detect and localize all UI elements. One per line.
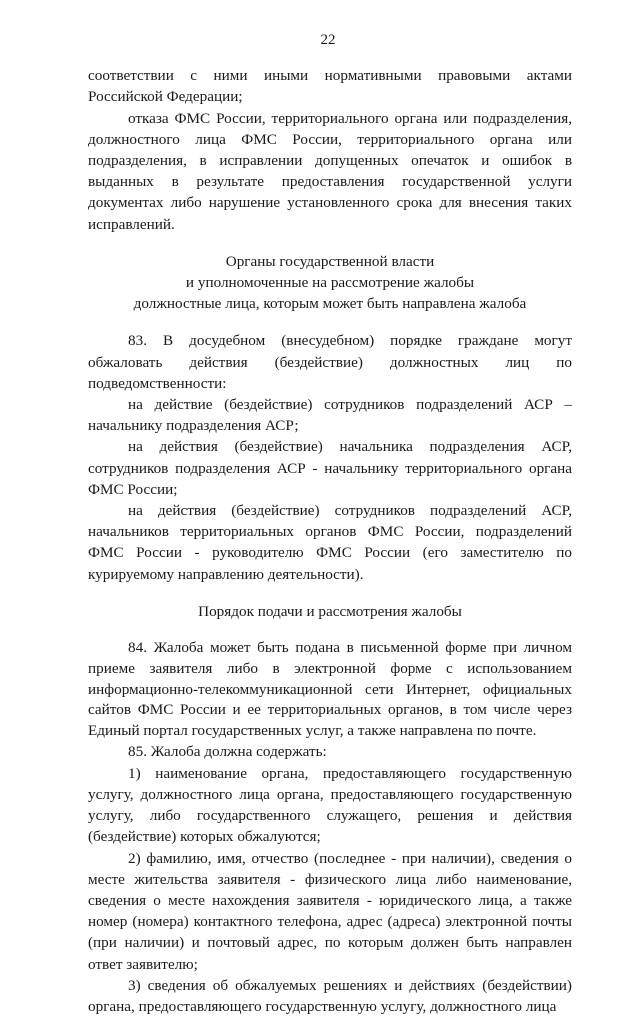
paragraph-83: 83. В досудебном (внесудебном) порядке граждане могут обжаловать действия (бездействие) должностных лиц по подведомственности: [88,332,572,392]
paragraph-asr-staff: на действие (бездействие) сотрудников подразделений АСР – начальнику подразделения АСР; [88,396,572,435]
section-heading-procedure: Порядок подачи и рассмотрения жалобы [198,602,462,620]
heading-line: должностные лица, которым может быть направлена жалоба [133,295,527,313]
paragraph-85: 85. Жалоба должна содержать: [128,743,327,761]
document-page [88,30,572,1017]
paragraph-territorial-heads: на действия (бездействие) сотрудников подразделений АСР, начальников территориальных органов ФМС России, подразделений ФМС России - руководителю ФМС России (его заместителю по курируемому направлению деятельности). [88,502,572,583]
paragraph-85-item-1: 1) наименование органа, предоставляющего государственную услугу, должностного лица органа, предоставляющего государственную услугу, либо государственного служащего, решения и действия (бездействие) которых обжалуются; [88,764,572,846]
paragraph-refusal-clause: отказа ФМС России, территориального органа или подразделения, должностного лица ФМС России, территориального органа или подразделения, в исправлении допущенных опечаток и ошибок в выданных в результате предоставления государственной услуги документах либо нарушение установленного срока для внесения таких исправлений. [88,109,572,233]
paragraph-85-item-2: 2) фамилию, имя, отчество (последнее - при наличии), сведения о месте жительства заявителя - физического лица либо наименование, сведения о месте нахождения заявителя - юридического лица, а также номер (номера) контактного телефона, адрес (адреса) электронной почты (при наличии) и почтовый адрес, по которым должен быть направлен ответ заявителю; [88,849,572,973]
section-heading-authorities [88,251,572,315]
paragraph-85-item-3: 3) сведения об обжалуемых решениях и действиях (бездействии) органа, предоставляющего государственную услугу, должностного лица [88,976,572,1016]
page-number: 22 [320,32,336,48]
heading-line: и уполномоченные на рассмотрение жалобы [185,274,475,292]
paragraph-asr-head: на действия (бездействие) начальника подразделения АСР, сотрудников подразделения АСР - начальнику территориального органа ФМС России; [88,438,572,498]
paragraph-continuation: соответствии с ними иными нормативными правовыми актами Российской Федерации; [88,67,572,106]
paragraph-84: 84. Жалоба может быть подана в письменной форме при личном приеме заявителя либо в электронной форме с использованием информационно-телекоммуникационной сети Интернет, официальных сайтов ФМС России и ее территориальных органов, в том числе через Единый портал государственных услуг, а также направлена по почте. [88,639,572,740]
heading-line: Органы государственной власти [225,252,435,270]
